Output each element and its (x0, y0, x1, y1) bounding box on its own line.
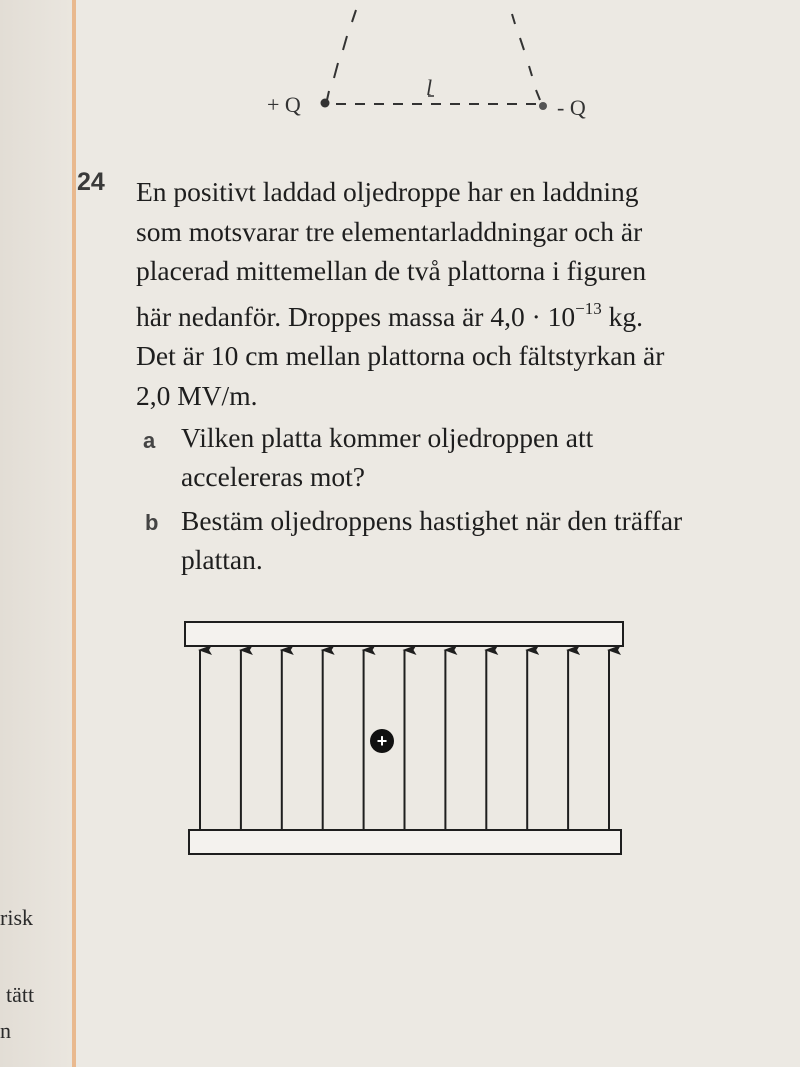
bottom-plate (189, 830, 621, 854)
problem-number: 24 (77, 168, 105, 196)
mass-text: här nedanför. Droppes massa är 4,0 · 10 (136, 300, 576, 332)
top-plate (185, 622, 623, 646)
problem-line-5: Det är 10 cm mellan plattorna och fältstyrkan är (136, 340, 665, 372)
left-page-fragment-1: risk (0, 905, 33, 930)
subquestion-b-label: b (145, 510, 159, 535)
mass-unit: kg. (601, 300, 643, 332)
field-lines (200, 650, 609, 829)
subquestion-a-line-2: accelereras mot? (181, 461, 365, 492)
left-page-fragment-3: n (0, 1018, 11, 1043)
distance-label: l (426, 75, 433, 100)
subquestion-b-line-1: Bestäm oljedroppens hastighet när den träffar (181, 505, 683, 536)
problem-line-2: som motsvarar tre elementarladdningar och är (136, 215, 643, 247)
right-charge-label: - Q (557, 95, 586, 120)
subquestion-a-label: a (143, 428, 156, 453)
problem-line-6: 2,0 MV/m. (136, 379, 258, 411)
left-charge-label: + Q (267, 92, 301, 117)
left-page-fragment-2: tätt (6, 982, 35, 1007)
droplet-charge-symbol: + (376, 731, 388, 751)
mass-exponent: −13 (575, 298, 602, 318)
problem-line-1: En positivt laddad oljedroppe har en laddning (136, 176, 639, 207)
subquestion-a-line-1: Vilken platta kommer oljedroppen att (181, 422, 594, 453)
problem-line-3: placerad mittemellan de två plattorna i figuren (136, 255, 647, 286)
subquestion-b-line-2: plattan. (181, 544, 263, 575)
